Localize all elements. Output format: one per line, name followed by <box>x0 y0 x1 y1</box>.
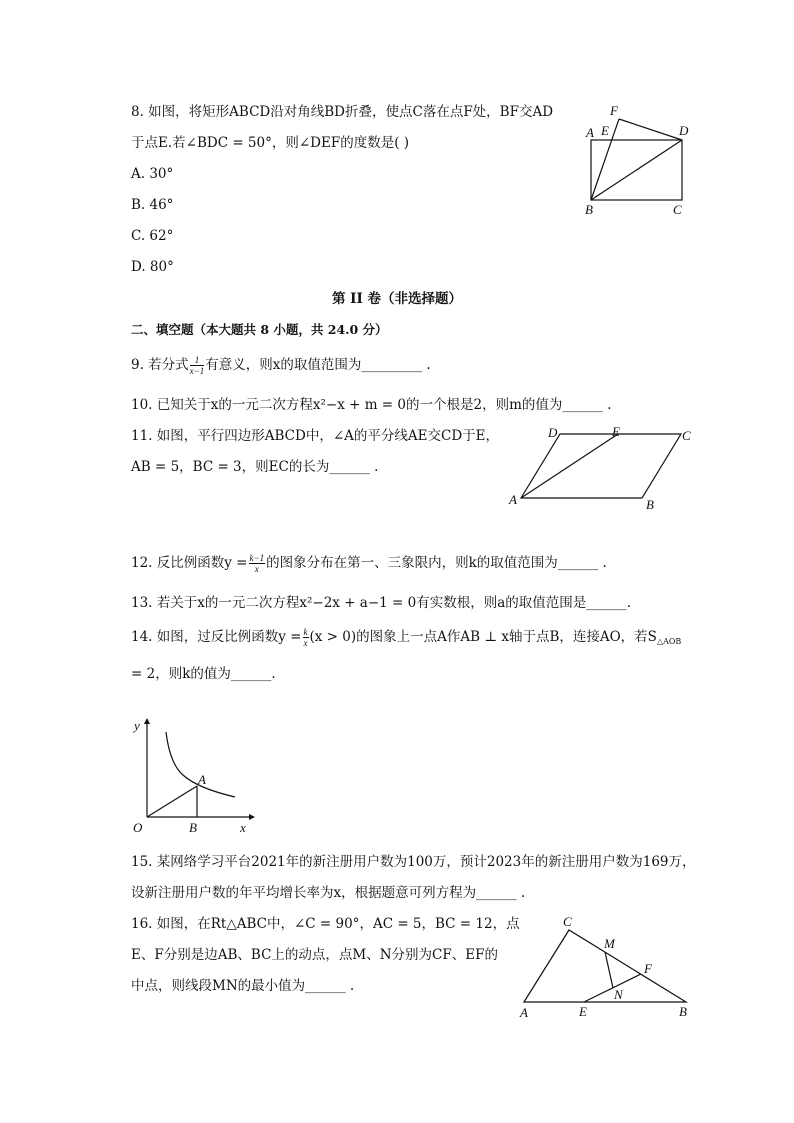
q8-figure <box>580 100 700 222</box>
q14-frac-num: k <box>303 627 308 637</box>
q8-option-d: D. 80° <box>131 259 174 275</box>
q14-frac-den: x <box>303 638 308 648</box>
label-x: x <box>240 820 246 835</box>
q14-line2: = 2，则k的值为______. <box>131 666 276 682</box>
q9-suffix: 有意义，则x的取值范围为_________ . <box>205 357 431 373</box>
label-a: A <box>198 772 206 787</box>
label-e: E <box>612 424 620 439</box>
label-a: A <box>520 1005 528 1020</box>
q14-prefix: 14. 如图，过反比例函数y = <box>131 629 302 645</box>
q14-figure <box>125 712 260 837</box>
label-c: C <box>682 428 691 443</box>
label-f: F <box>610 103 618 118</box>
q9 <box>131 355 431 376</box>
label-b: B <box>679 1004 687 1019</box>
label-f: F <box>644 961 652 976</box>
label-b: B <box>189 820 197 835</box>
q12-frac-den: x <box>254 564 259 574</box>
label-d: D <box>679 123 689 138</box>
q12-prefix: 12. 反比例函数y = <box>131 555 248 571</box>
q12-frac-num: k−1 <box>249 553 265 563</box>
q15-line2: 设新注册用户数的年平均增长率为x，根据题意可列方程为______ . <box>131 885 526 901</box>
segment-oa <box>147 786 197 817</box>
q14-line1 <box>131 627 681 651</box>
q16-line3: 中点，则线段MN的最小值为______ . <box>131 978 355 994</box>
q12 <box>131 553 607 574</box>
q8-option-c: C. 62° <box>131 228 174 244</box>
label-o: O <box>133 820 143 835</box>
q16-figure <box>512 912 702 1022</box>
q14-fraction <box>303 627 309 648</box>
segment-fd <box>619 119 682 140</box>
q11-line2: AB = 5，BC = 3，则EC的长为______ . <box>131 459 379 475</box>
q8-stem-line1: 8. 如图，将矩形ABCD沿对角线BD折叠，使点C落在点F处，BF交AD <box>131 104 554 120</box>
label-c: C <box>673 202 682 217</box>
q12-suffix: 的图象分布在第一、三象限内，则k的取值范围为______ . <box>266 555 607 571</box>
q9-frac-num: 1 <box>190 355 205 366</box>
q14-suffix: (x > 0)的图象上一点A作AB ⊥ x轴于点B，连接AO，若S <box>309 629 657 645</box>
q9-frac-den: x−1 <box>189 366 205 376</box>
q16-line1: 16. 如图，在Rt△ABC中，∠C = 90°，AC = 5，BC = 12，点 <box>131 916 520 932</box>
q9-prefix: 9. 若分式 <box>131 357 189 373</box>
q16-line2: E、F分别是边AB、BC上的动点，点M、N分别为CF、EF的 <box>131 947 498 963</box>
q11-line1: 11. 如图，平行四边形ABCD中，∠A的平分线AE交CD于E， <box>131 428 500 444</box>
q8-stem-line2: 于点E.若∠BDC = 50°，则∠DEF的度数是( ) <box>131 135 410 151</box>
segment-ae <box>521 434 618 498</box>
parallelogram-abcd <box>521 434 681 498</box>
y-axis-arrow <box>144 718 150 724</box>
hyperbola-curve <box>166 732 235 797</box>
label-e: E <box>601 123 609 138</box>
diagonal-bd <box>591 140 682 200</box>
q13: 13. 若关于x的一元二次方程x²−2x + a−1 = 0有实数根，则a的取值范围是______. <box>131 595 632 611</box>
section-heading: 二、填空题（本大题共 8 小题，共 24.0 分） <box>131 322 388 337</box>
q15-line1: 15. 某网络学习平台2021年的新注册用户数为100万，预计2023年的新注册用户数为169万， <box>131 854 696 870</box>
label-y: y <box>134 718 140 733</box>
q14-subscript: △AOB <box>656 637 682 646</box>
label-m: M <box>604 936 615 951</box>
label-a: A <box>509 492 517 507</box>
label-a: A <box>586 125 594 140</box>
segment-mn <box>605 952 613 988</box>
label-e: E <box>579 1004 587 1019</box>
q9-fraction <box>190 355 205 376</box>
label-n: N <box>614 987 623 1002</box>
q8-option-b: B. 46° <box>131 197 174 213</box>
x-axis-arrow <box>249 814 255 820</box>
label-d: D <box>548 425 558 440</box>
label-b: B <box>646 497 654 512</box>
label-c: C <box>563 914 572 929</box>
q11-figure <box>505 422 700 514</box>
q8-option-a: A. 30° <box>131 166 174 182</box>
label-b: B <box>585 202 593 217</box>
section-title: 第 II 卷（非选择题） <box>331 291 463 307</box>
q12-fraction <box>249 553 266 574</box>
q10: 10. 已知关于x的一元二次方程x²−x + m = 0的一个根是2，则m的值为______ . <box>131 397 612 413</box>
